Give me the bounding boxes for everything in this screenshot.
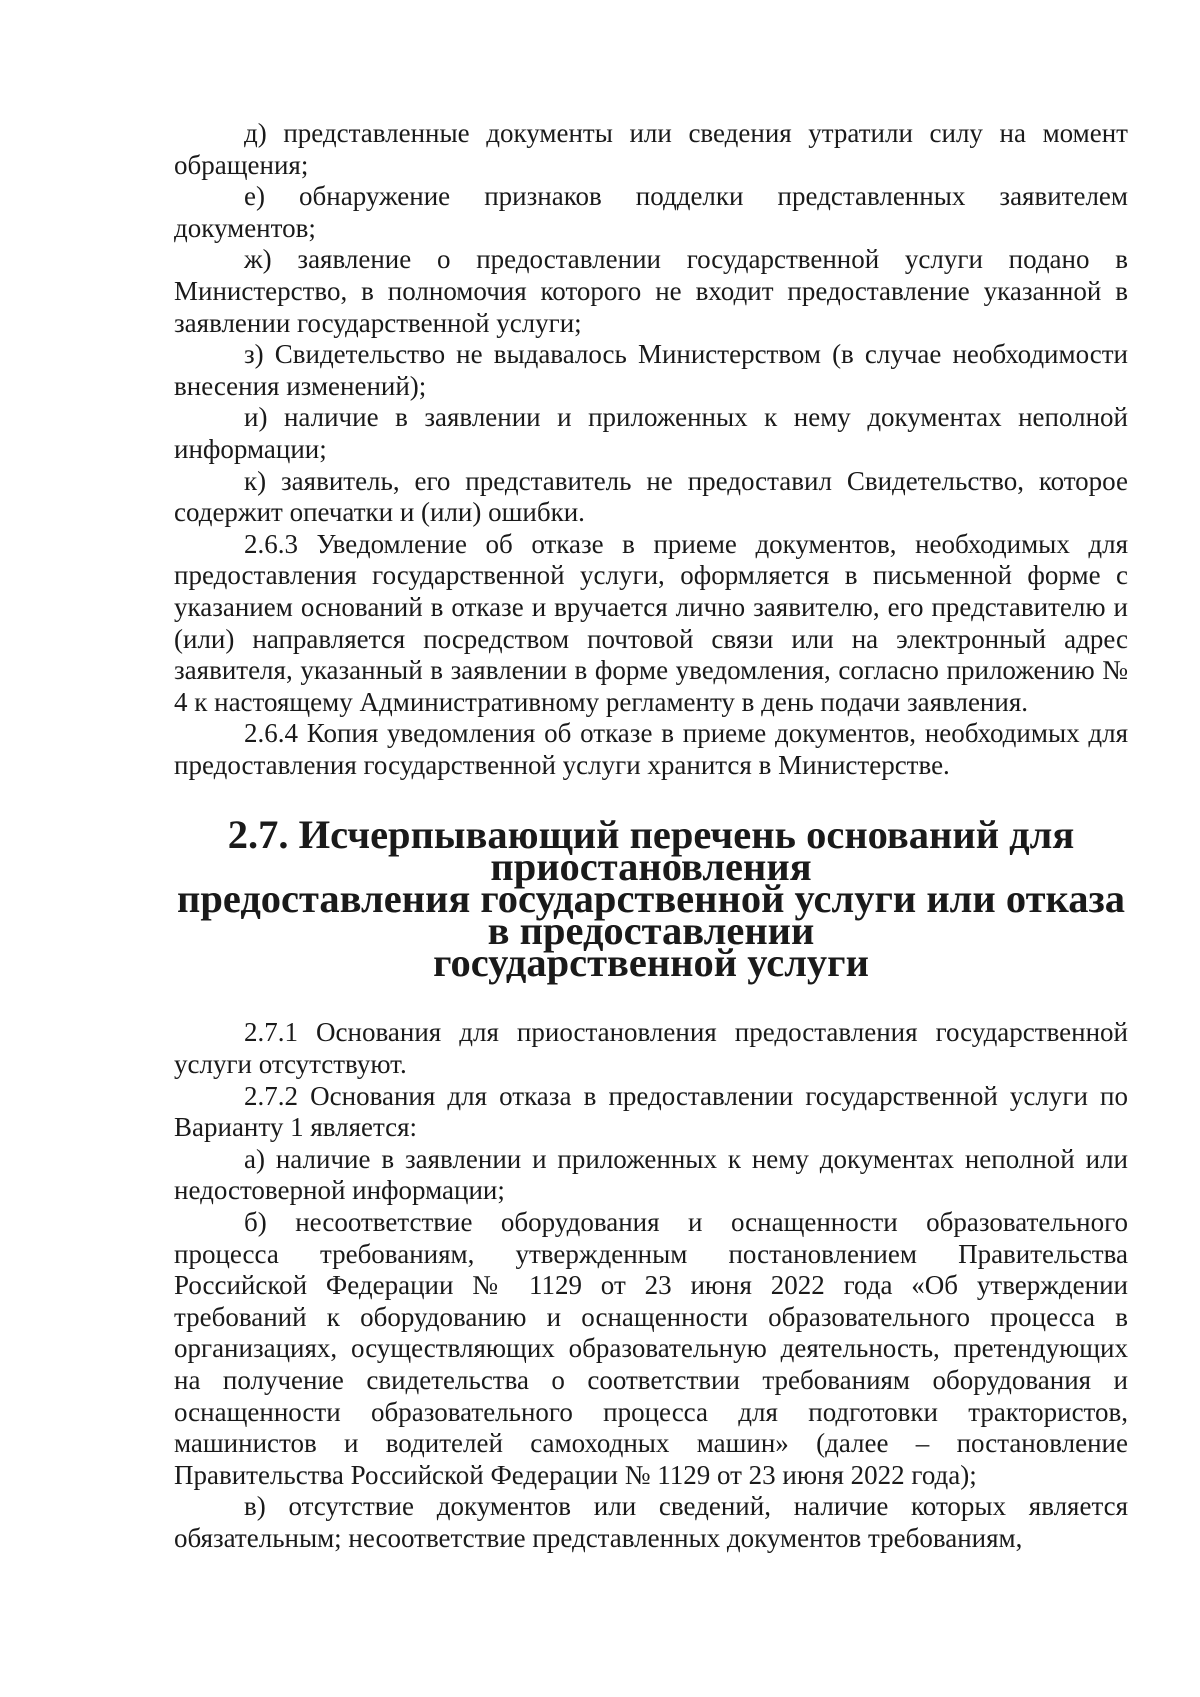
- paragraph-2-7-1: 2.7.1 Основания для приостановления предоставления государственной услуги отсутствуют.: [174, 1017, 1128, 1080]
- paragraph-b: б) несоответствие оборудования и оснащенности образовательного процесса требованиям, утвержденным постановлением Правительства Российской Федерации № 1129 от 23 июня 2022 года «Об утверждении требований к оборудованию и оснащенности образовательного процесса в организациях, осуществляющих образовательную деятельность, претендующих на получение свидетельства о соответствии требованиям оборудования и оснащенности образовательного процесса для подготовки трактористов, машинистов и водителей самоходных машин» (далее – постановление Правительства Российской Федерации № 1129 от 23 июня 2022 года);: [174, 1207, 1128, 1490]
- paragraph-2-6-4: 2.6.4 Копия уведомления об отказе в приеме документов, необходимых для предоставления государственной услуги хранится в Министерстве.: [174, 718, 1128, 780]
- paragraph-v: в) отсутствие документов или сведений, наличие которых является обязательным; несоответствие представленных документов требованиям,: [174, 1491, 1128, 1553]
- section-title-line-1: 2.7. Исчерпывающий перечень оснований для приостановления: [227, 812, 1075, 890]
- section-title-line-2: предоставления государственной услуги или отказа в предоставлении: [177, 876, 1125, 954]
- paragraph-e: е) обнаружение признаков подделки представленных заявителем документов;: [174, 181, 1128, 243]
- paragraph-a: а) наличие в заявлении и приложенных к нему документах неполной или недостоверной информации;: [174, 1143, 1128, 1206]
- paragraph-k: к) заявитель, его представитель не предоставил Свидетельство, которое содержит опечатки и (или) ошибки.: [174, 465, 1128, 528]
- document-body: [174, 118, 1128, 1555]
- section-title-line-3: государственной услуги: [433, 940, 869, 986]
- paragraph-i: и) наличие в заявлении и приложенных к нему документах неполной информации;: [174, 402, 1128, 464]
- paragraph-2-6-3: 2.6.3 Уведомление об отказе в приеме документов, необходимых для предоставления государственной услуги, оформляется в письменной форме с указанием оснований в отказе и вручается лично заявителю, его представителю и (или) направляется посредством почтовой связи или на электронный адрес заявителя, указанный в заявлении в форме уведомления, согласно приложению № 4 к настоящему Административному регламенту в день подачи заявления.: [174, 528, 1128, 717]
- section-title-2-7: [174, 812, 1128, 986]
- paragraph-zh: ж) заявление о предоставлении государственной услуги подано в Министерство, в полномочия которого не входит предоставление указанной в заявлении государственной услуги;: [174, 244, 1128, 338]
- paragraph-2-7-2: 2.7.2 Основания для отказа в предоставлении государственной услуги по Варианту 1 является:: [174, 1080, 1128, 1143]
- paragraph-d: д) представленные документы или сведения утратили силу на момент обращения;: [174, 118, 1128, 180]
- paragraph-z: з) Свидетельство не выдавалось Министерством (в случае необходимости внесения изменений);: [174, 339, 1128, 401]
